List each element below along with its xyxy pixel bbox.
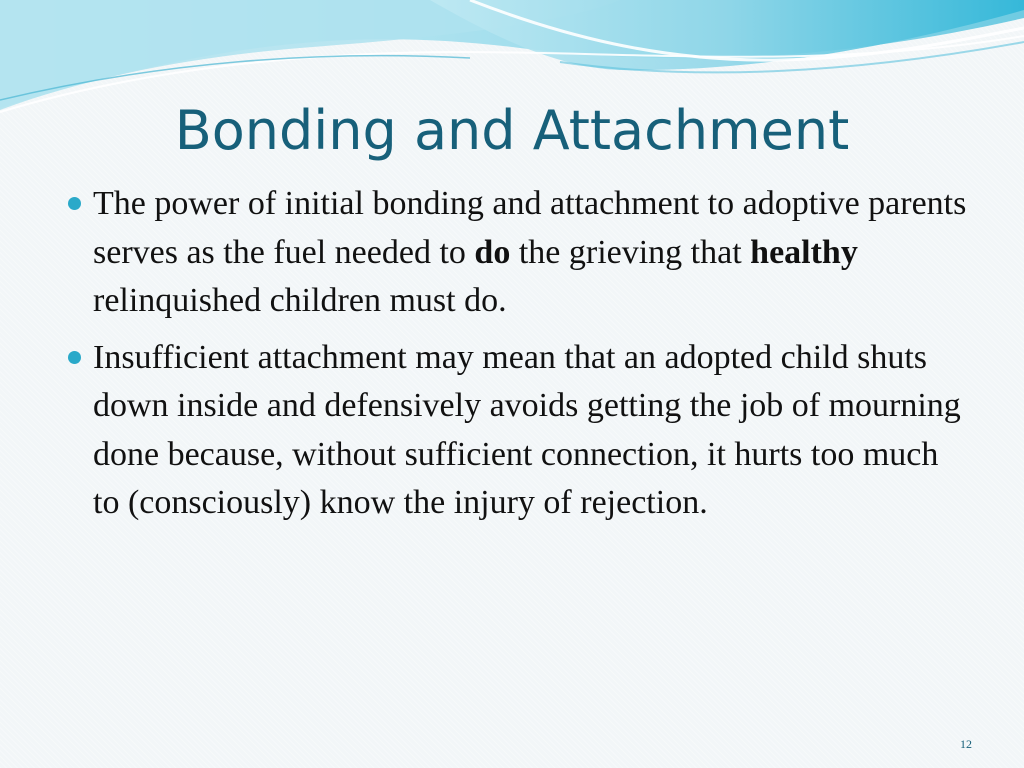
bullet-text: the grieving that (510, 233, 751, 271)
bullet-dot-icon (68, 351, 81, 364)
bullet-item (62, 334, 972, 528)
bullet-text: Insufficient attachment may mean that an adopted child shuts down inside and defensively avoids getting the job of mourning done because, without sufficient connection, it hurts too much to (consciously) know the injury of rejection. (93, 338, 961, 521)
bullet-item (62, 180, 972, 326)
bullet-list (62, 180, 972, 536)
bold-word: do (474, 233, 511, 271)
bullet-dot-icon (68, 197, 81, 210)
bullet-text: The power of initial bonding and attachment to adoptive parents serves as the fuel needed to (93, 185, 967, 271)
page-number: 12 (960, 737, 972, 751)
bullet-text: relinquished children must do. (93, 282, 507, 319)
slide-title: Bonding and Attachment (174, 99, 850, 162)
bold-word: healthy (750, 233, 858, 271)
